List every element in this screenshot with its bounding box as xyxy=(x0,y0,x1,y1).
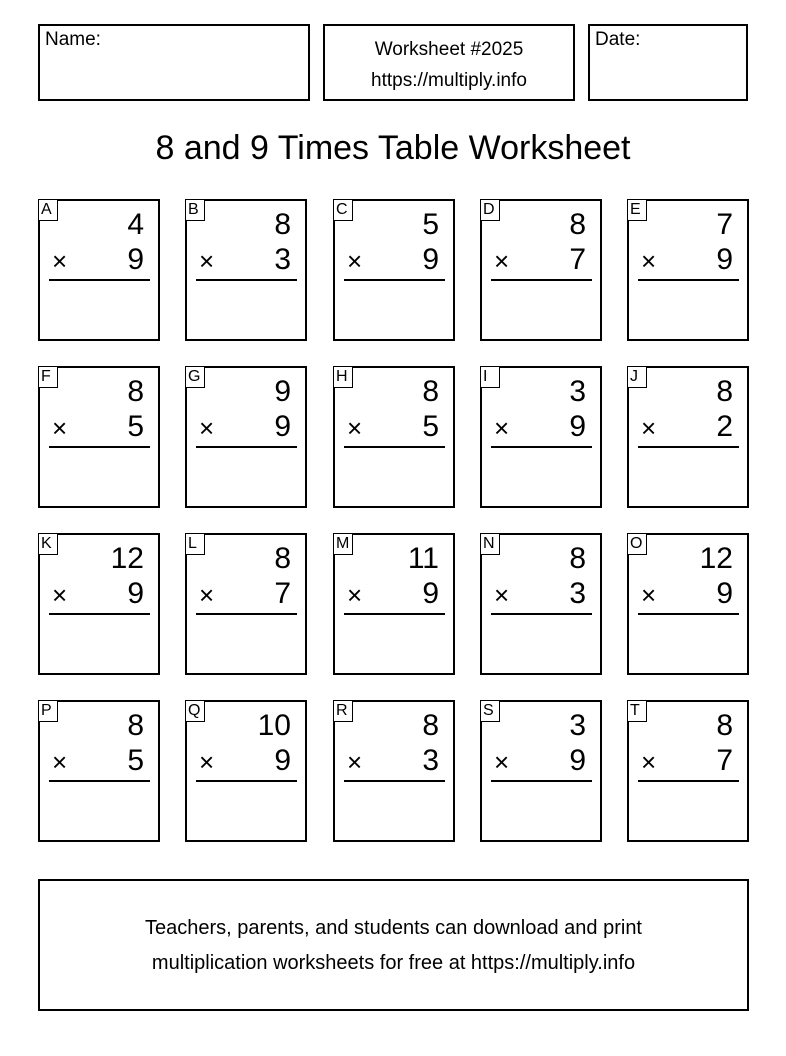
multiplicand: 8 xyxy=(716,375,733,408)
multiplier: 2 xyxy=(716,410,733,443)
footer-line-2: multiplication worksheets for free at https://multiply.info xyxy=(151,952,636,974)
answer-line xyxy=(344,446,445,448)
answer-line xyxy=(196,279,297,281)
problem-cell[interactable] xyxy=(38,700,160,842)
problem-letter: O xyxy=(627,533,647,555)
multiplier: 9 xyxy=(274,744,291,777)
problem-cell[interactable] xyxy=(480,533,602,675)
footer-text xyxy=(40,911,747,981)
times-icon: × xyxy=(347,246,363,276)
problem-letter: E xyxy=(627,199,647,221)
times-icon: × xyxy=(199,580,215,610)
multiplier: 3 xyxy=(274,243,291,276)
problem-cell[interactable] xyxy=(185,366,307,508)
times-icon: × xyxy=(199,747,215,777)
problem-letter: N xyxy=(480,533,500,555)
problem-cell[interactable] xyxy=(333,700,455,842)
problem-cell[interactable] xyxy=(333,533,455,675)
multiplicand: 3 xyxy=(569,709,586,742)
answer-line xyxy=(638,279,739,281)
page-title: 8 and 9 Times Table Worksheet xyxy=(155,129,631,167)
problem-letter: T xyxy=(627,700,647,722)
multiplicand: 4 xyxy=(127,208,144,241)
times-icon: × xyxy=(52,246,68,276)
answer-line xyxy=(638,613,739,615)
times-icon: × xyxy=(52,747,68,777)
multiplicand: 8 xyxy=(422,709,439,742)
multiplier: 9 xyxy=(274,410,291,443)
times-icon: × xyxy=(641,580,657,610)
multiplicand: 8 xyxy=(569,208,586,241)
answer-line xyxy=(638,446,739,448)
problem-cell[interactable] xyxy=(38,533,160,675)
problem-letter: A xyxy=(38,199,58,221)
problem-cell[interactable] xyxy=(333,199,455,341)
multiplier: 7 xyxy=(716,744,733,777)
times-icon: × xyxy=(199,246,215,276)
multiplicand: 9 xyxy=(274,375,291,408)
problem-letter: R xyxy=(333,700,353,722)
multiplier: 9 xyxy=(716,577,733,610)
answer-line xyxy=(49,446,150,448)
multiplicand: 5 xyxy=(422,208,439,241)
problem-cell[interactable] xyxy=(627,199,749,341)
multiplicand: 8 xyxy=(274,542,291,575)
problem-cell[interactable] xyxy=(480,199,602,341)
problem-cell[interactable] xyxy=(627,700,749,842)
multiplier: 5 xyxy=(127,410,144,443)
problem-cell[interactable] xyxy=(480,700,602,842)
worksheet-info-box xyxy=(323,24,575,101)
problem-letter: G xyxy=(185,366,205,388)
answer-line xyxy=(491,780,592,782)
answer-line xyxy=(638,780,739,782)
worksheet-number: Worksheet #2025 xyxy=(374,39,524,60)
times-icon: × xyxy=(347,580,363,610)
multiplicand: 8 xyxy=(422,375,439,408)
multiplier: 9 xyxy=(569,410,586,443)
problem-grid xyxy=(38,199,749,842)
times-icon: × xyxy=(199,413,215,443)
multiplier: 9 xyxy=(422,243,439,276)
problem-cell[interactable] xyxy=(185,533,307,675)
times-icon: × xyxy=(347,413,363,443)
answer-line xyxy=(491,446,592,448)
problem-letter: Q xyxy=(185,700,205,722)
multiplicand: 8 xyxy=(716,709,733,742)
answer-line xyxy=(344,780,445,782)
times-icon: × xyxy=(494,580,510,610)
multiplicand: 8 xyxy=(569,542,586,575)
multiplicand: 10 xyxy=(257,709,291,742)
multiplier: 7 xyxy=(569,243,586,276)
times-icon: × xyxy=(494,747,510,777)
multiplicand: 3 xyxy=(569,375,586,408)
answer-line xyxy=(196,780,297,782)
problem-letter: S xyxy=(480,700,500,722)
problem-cell[interactable] xyxy=(627,366,749,508)
date-box[interactable] xyxy=(588,24,748,101)
problem-letter: C xyxy=(333,199,353,221)
problem-letter: K xyxy=(38,533,58,555)
multiplier: 5 xyxy=(422,410,439,443)
answer-line xyxy=(196,446,297,448)
answer-line xyxy=(491,279,592,281)
problem-letter: I xyxy=(480,366,500,388)
multiplicand: 12 xyxy=(699,542,733,575)
multiplier: 5 xyxy=(127,744,144,777)
multiplier: 3 xyxy=(569,577,586,610)
problem-letter: B xyxy=(185,199,205,221)
multiplicand: 7 xyxy=(716,208,733,241)
multiplier: 9 xyxy=(569,744,586,777)
multiplicand: 12 xyxy=(110,542,144,575)
times-icon: × xyxy=(641,747,657,777)
multiplicand: 8 xyxy=(274,208,291,241)
problem-letter: P xyxy=(38,700,58,722)
answer-line xyxy=(344,279,445,281)
name-box[interactable] xyxy=(38,24,310,101)
answer-line xyxy=(49,613,150,615)
website-link[interactable]: https://multiply.info xyxy=(371,70,527,91)
times-icon: × xyxy=(347,747,363,777)
multiplicand: 11 xyxy=(407,542,439,575)
times-icon: × xyxy=(641,413,657,443)
name-label: Name: xyxy=(45,29,101,50)
answer-line xyxy=(49,780,150,782)
problem-cell[interactable] xyxy=(185,199,307,341)
multiplier: 3 xyxy=(422,744,439,777)
problem-letter: F xyxy=(38,366,58,388)
multiplier: 9 xyxy=(716,243,733,276)
answer-line xyxy=(49,279,150,281)
multiplicand: 8 xyxy=(127,375,144,408)
times-icon: × xyxy=(641,246,657,276)
answer-line xyxy=(196,613,297,615)
problem-letter: M xyxy=(333,533,353,555)
problem-letter: D xyxy=(480,199,500,221)
problem-letter: H xyxy=(333,366,353,388)
answer-line xyxy=(491,613,592,615)
problem-cell[interactable] xyxy=(38,199,160,341)
footer-line-1: Teachers, parents, and students can download and print xyxy=(145,917,642,939)
problem-cell[interactable] xyxy=(185,700,307,842)
times-icon: × xyxy=(494,413,510,443)
multiplier: 9 xyxy=(127,243,144,276)
multiplier: 9 xyxy=(127,577,144,610)
multiplier: 9 xyxy=(422,577,439,610)
answer-line xyxy=(344,613,445,615)
problem-letter: L xyxy=(185,533,205,555)
date-label: Date: xyxy=(595,29,641,50)
times-icon: × xyxy=(494,246,510,276)
footer-box xyxy=(38,879,749,1011)
times-icon: × xyxy=(52,580,68,610)
problem-cell[interactable] xyxy=(38,366,160,508)
problem-letter: J xyxy=(627,366,647,388)
problem-cell[interactable] xyxy=(480,366,602,508)
times-icon: × xyxy=(52,413,68,443)
multiplicand: 8 xyxy=(127,709,144,742)
problem-cell[interactable] xyxy=(627,533,749,675)
multiplier: 7 xyxy=(274,577,291,610)
problem-cell[interactable] xyxy=(333,366,455,508)
